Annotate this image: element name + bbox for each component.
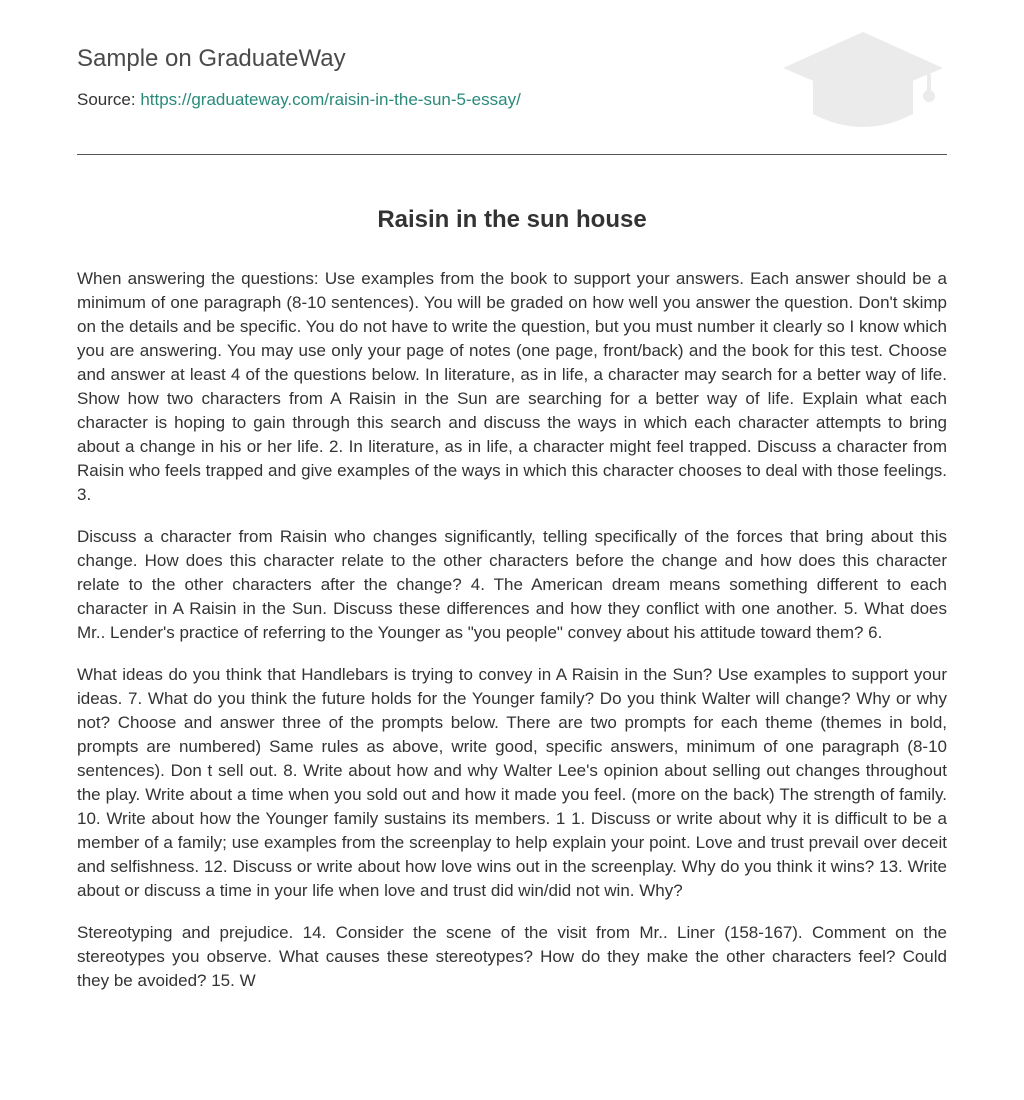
essay-body [77, 267, 947, 993]
essay-paragraph: Stereotyping and prejudice. 14. Consider the scene of the visit from Mr.. Liner (158-167). Comment on the stereotypes you observe. What causes these stereotypes? How do they make the other characters feel? Could they be avoided? 15. W [77, 923, 947, 990]
essay-paragraph: What ideas do you think that Handlebars is trying to convey in A Raisin in the Sun? Use examples to support your ideas. 7. What do you think the future holds for the Younger family? Do you think Walter will change? Why or why not? Choose and answer three of the prompts below. There are two prompts for each theme (themes in bold, prompts are numbered) Same rules as above, write good, specific answers, minimum of one paragraph (8-10 sentences). Don t sell out. 8. Write about how and why Walter Lee's opinion about selling out changes throughout the play. Write about a time when you sold out and how it made you feel. (more on the back) The strength of family. 10. Write about how the Younger family sustains its members. 1 1. Discuss or write about why it is difficult to be a member of a family; use examples from the screenplay to help explain your point. Love and trust prevail over deceit and selfishness. 12. Discuss or write about how love wins out in the screenplay. Why do you think it wins? 13. Write about or discuss a time in your life when love and trust did win/did not win. Why? [77, 665, 947, 900]
essay-title: Raisin in the sun house [377, 206, 647, 233]
page-header [77, 0, 947, 155]
essay-paragraph: When answering the questions: Use examples from the book to support your answers. Each answer should be a minimum of one paragraph (8-10 sentences). You will be graded on how well you answer the question. Don't skimp on the details and be specific. You do not have to write the question, but you must number it clearly so I know which you are answering. You may use only your page of notes (one page, front/back) and the book for this test. Choose and answer at least 4 of the questions below. In literature, as in life, a character may search for a better way of life. Show how two characters from A Raisin in the Sun are searching for a better way of life. Explain what each character is hoping to gain through this search and discuss the ways in which each character attempts to bring about a change in his or her life. 2. In literature, as in life, a character might feel trapped. Discuss a character from Raisin who feels trapped and give examples of the ways in which this character chooses to deal with those feelings. 3. [77, 269, 947, 504]
site-title: Sample on GraduateWay [77, 45, 346, 72]
source-link[interactable]: https://graduateway.com/raisin-in-the-sun-5-essay/ [140, 90, 521, 109]
graduation-cap-icon [779, 30, 947, 132]
source-label: Source: [77, 90, 136, 109]
essay-paragraph: Discuss a character from Raisin who changes significantly, telling specifically of the forces that bring about this change. How does this character relate to the other characters before the change and how does this character relate to the other characters after the change? 4. The American dream means something different to each character in A Raisin in the Sun. Discuss these differences and how they conflict with one another. 5. What does Mr.. Lender's practice of referring to the Younger as "you people" convey about his attitude toward them? 6. [77, 527, 947, 642]
page [77, 0, 947, 1011]
source-line [77, 89, 521, 111]
